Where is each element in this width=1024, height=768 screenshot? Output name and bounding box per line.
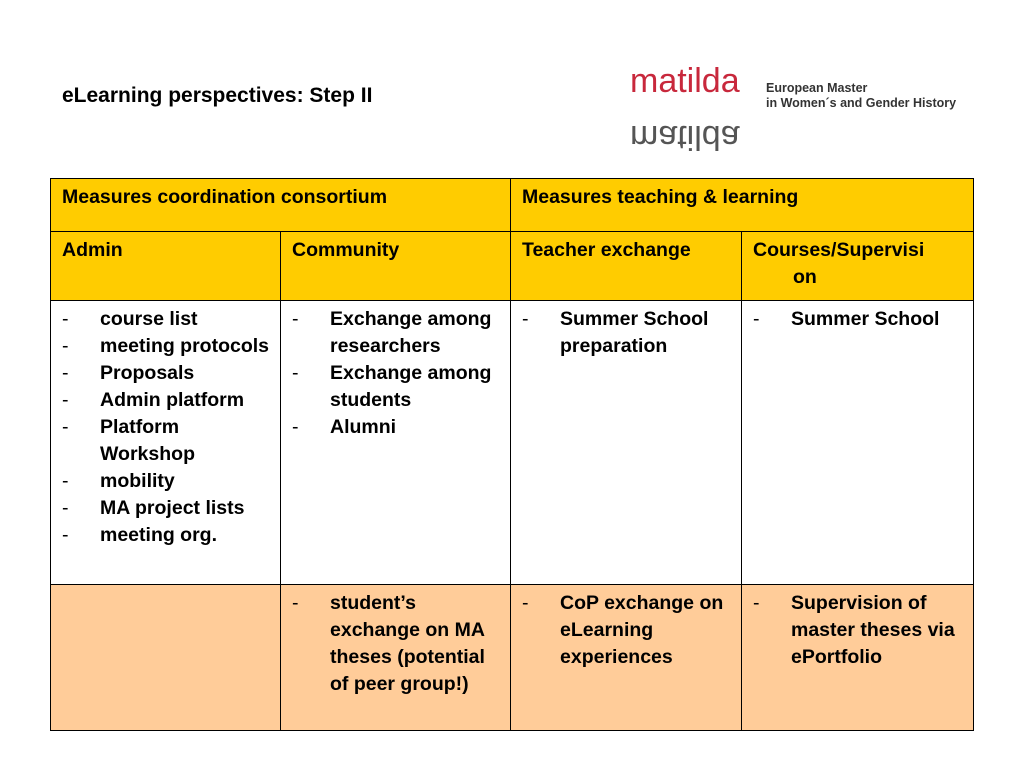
bullet-dash: - [292,592,299,614]
bullet-dash: - [753,308,760,330]
bullet-dash: - [62,497,69,519]
bullet-dash: - [62,470,69,492]
matilda-logo [626,60,966,156]
logo-word: matilda [630,62,740,100]
header-teaching: Measures teaching & learning [511,179,974,232]
col-header-courses-line2: on [793,266,817,288]
list-item [62,468,275,495]
list-item [62,387,275,414]
bullet-dash: - [62,362,69,384]
list-item-text: Admin platform [100,389,245,411]
list-item-text: Exchange among researchers [330,308,492,357]
table-row [51,585,974,731]
list-item-text: Platform Workshop [100,416,195,465]
bullet-dash: - [62,416,69,438]
list-item [62,306,275,333]
list-item-text: mobility [100,470,175,492]
header-coordination: Measures coordination consortium [51,179,511,232]
list-item-text: course list [100,308,198,330]
bullet-dash: - [522,592,529,614]
bullet-dash: - [292,362,299,384]
bullet-dash: - [62,524,69,546]
cell-community [281,301,511,585]
list-item-text: CoP exchange on eLearning experiences [560,592,724,668]
list-item-text: Exchange among students [330,362,492,411]
bullet-dash: - [62,389,69,411]
bullet-dash: - [62,335,69,357]
col-header-teacher-exchange: Teacher exchange [511,232,742,301]
list-item [292,306,505,360]
logo-wordmark [626,60,766,156]
col-header-courses [742,232,974,301]
cell-teacher-exchange [511,301,742,585]
group-header-row [51,179,974,232]
list-item [522,590,736,671]
cell-community-2 [281,585,511,731]
cell-courses-2 [742,585,974,731]
slide-title: eLearning perspectives: Step II [62,84,373,107]
col-header-courses-line1: Courses/Supervisi [753,239,925,261]
list-item [292,590,505,698]
list-item [753,306,968,333]
col-header-admin: Admin [51,232,281,301]
list-item-text: Alumni [330,416,397,438]
column-header-row [51,232,974,301]
bullet-dash: - [292,416,299,438]
col-header-community: Community [281,232,511,301]
list-item-text: meeting protocols [100,335,270,357]
bullet-dash: - [292,308,299,330]
logo-subtitle-line2: in Women´s and Gender History [766,96,957,110]
list-item [62,333,275,360]
cell-courses [742,301,974,585]
list-item [62,522,275,549]
cell-empty [51,585,281,731]
bullet-dash: - [753,592,760,614]
bullet-dash: - [62,308,69,330]
list-item-text: Supervision of master theses via ePortfolio [791,592,955,668]
table-row [51,301,974,585]
list-item-text: Proposals [100,362,195,384]
list-item [292,360,505,414]
list-item [292,414,505,441]
list-item-text: student’s exchange on MA theses (potential of peer group!) [330,592,485,695]
list-item [62,495,275,522]
list-item [62,360,275,387]
logo-subtitle-line1: European Master [766,81,868,95]
list-item [522,306,736,360]
list-item [62,414,275,468]
list-item-text: meeting org. [100,524,218,546]
list-item-text: Summer School preparation [560,308,709,357]
bullet-dash: - [522,308,529,330]
cell-teacher-exchange-2 [511,585,742,731]
cell-admin [51,301,281,585]
measures-table [50,178,974,731]
logo-word-reflection: matilda [630,118,740,156]
list-item-text: Summer School [791,308,940,330]
list-item [753,590,968,671]
list-item-text: MA project lists [100,497,245,519]
